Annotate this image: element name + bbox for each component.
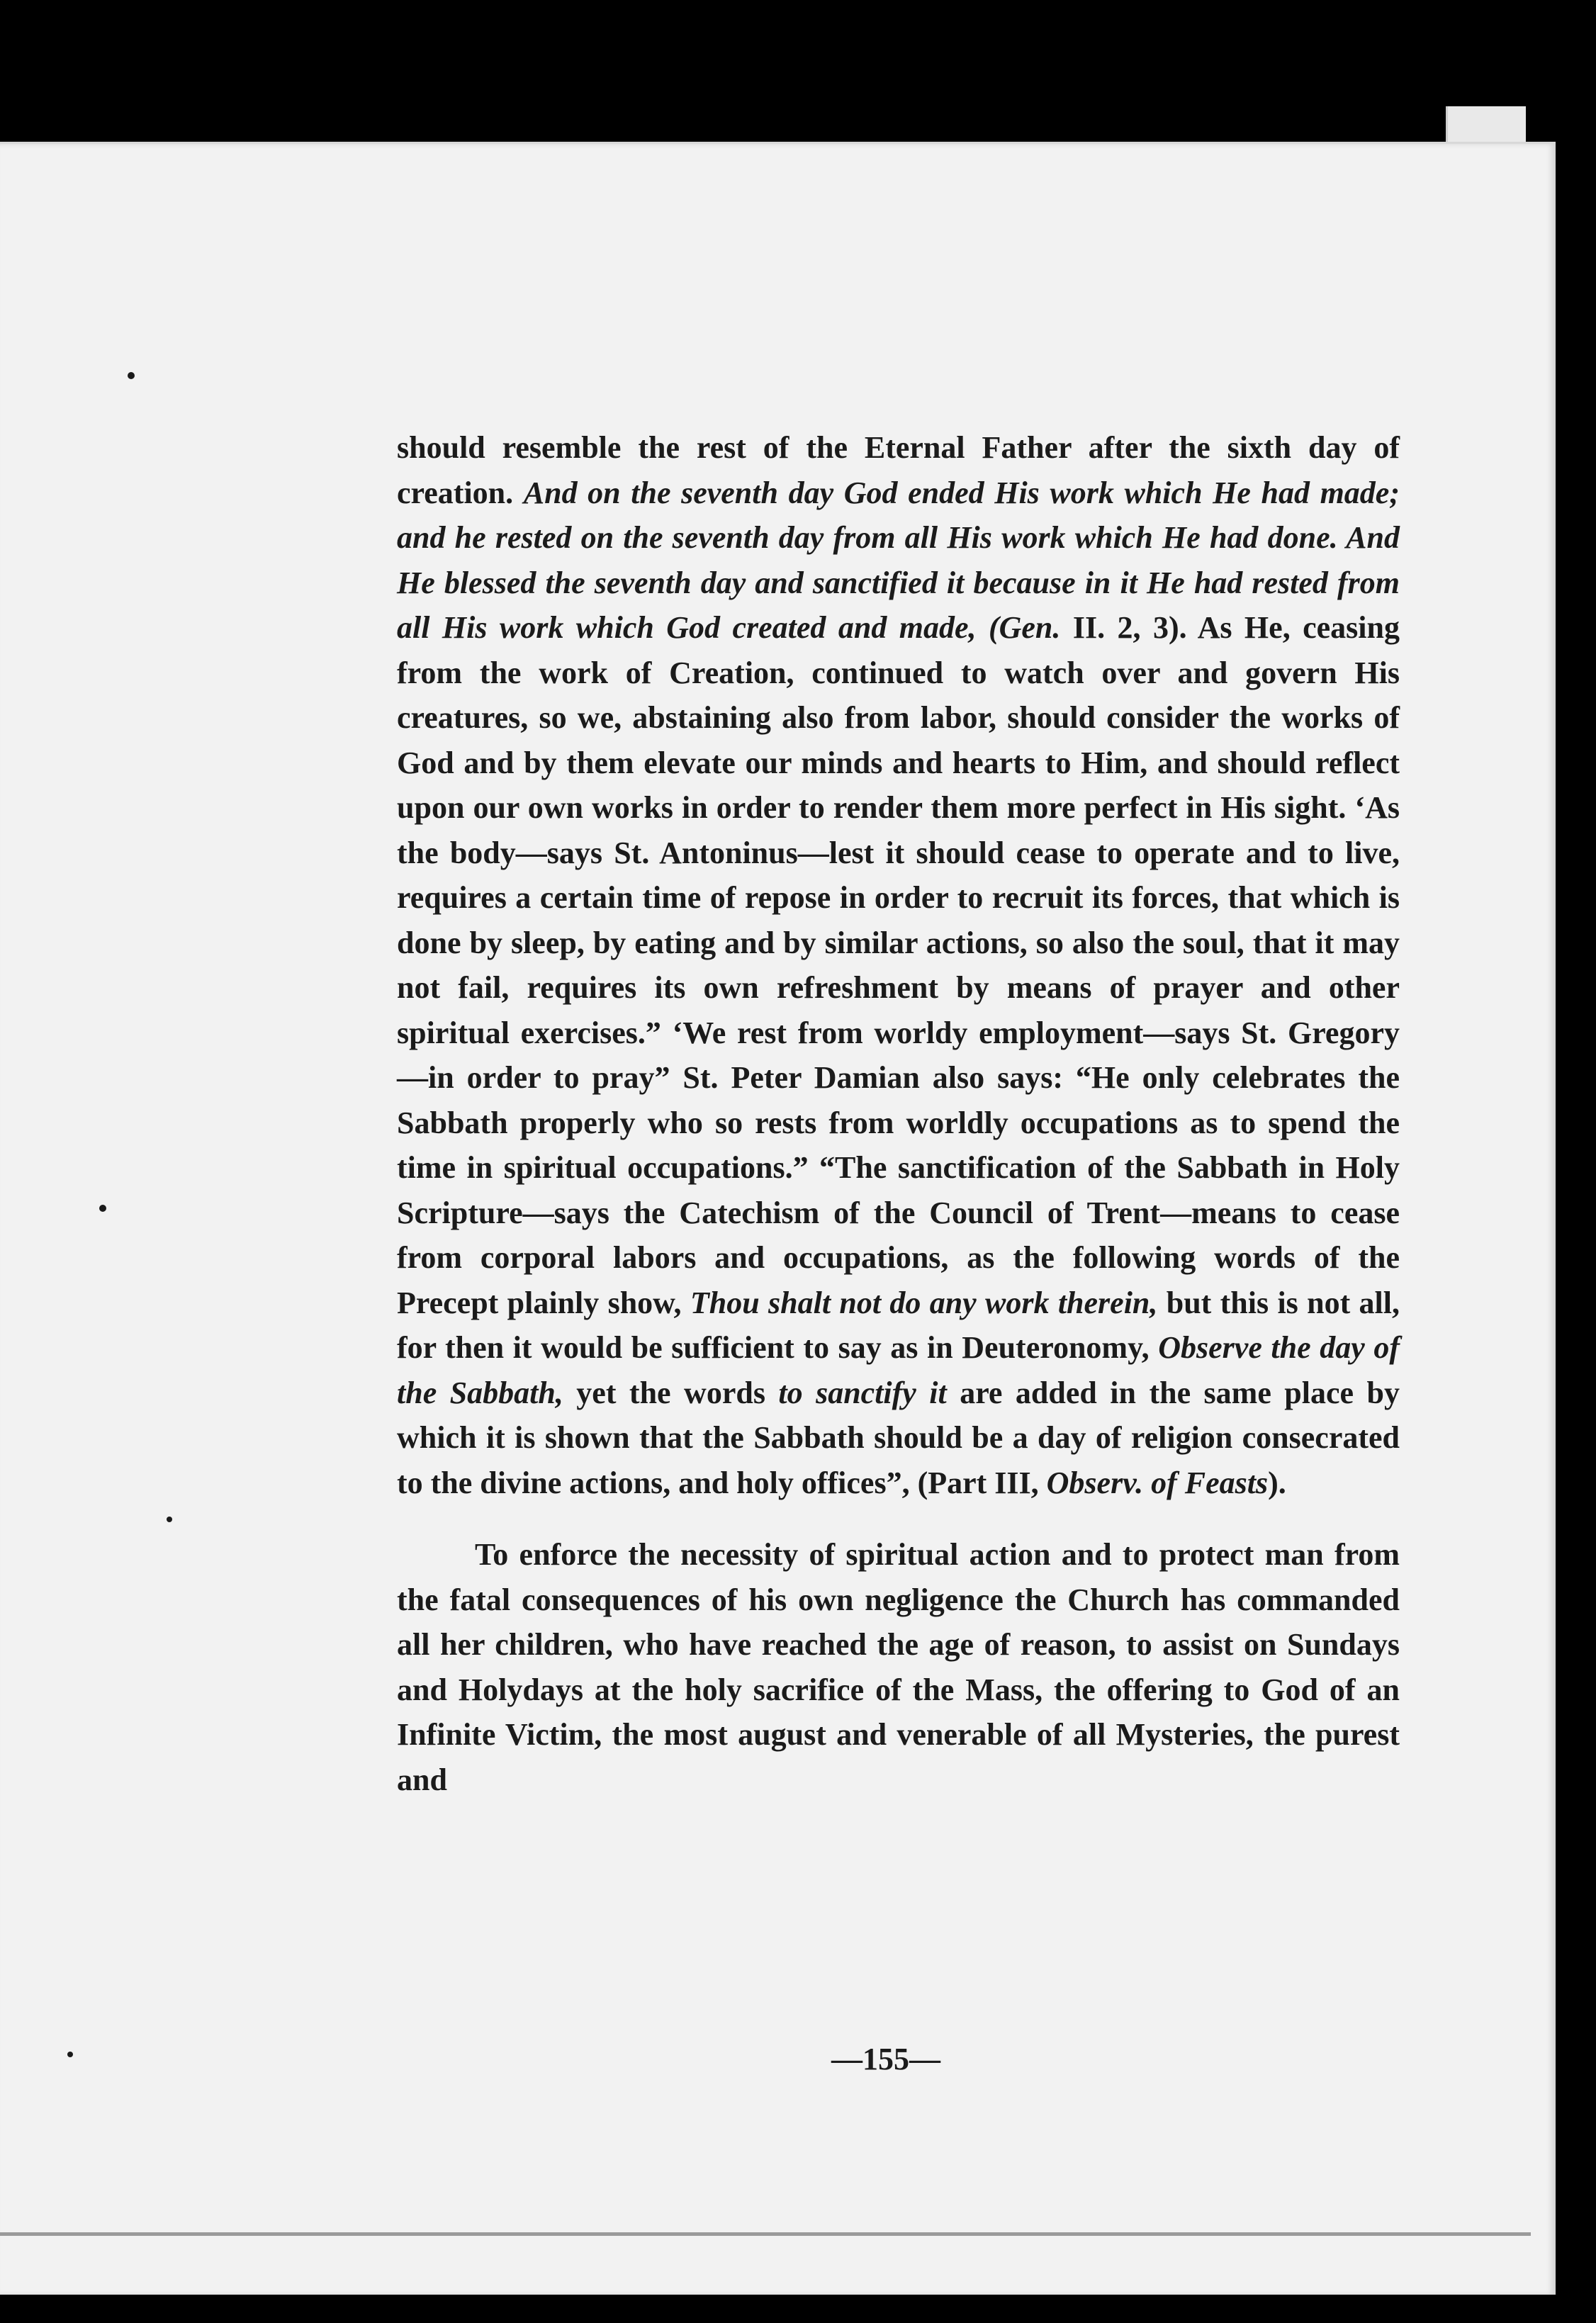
italic-segment: Observ. of Feasts (1046, 1465, 1269, 1500)
paragraph-1 (397, 425, 1400, 1505)
text-segment: but this is not all, for then it would be sufficient to say as in Deuteronomy, (397, 1285, 1400, 1365)
italic-segment: Observe the day of the Sabbath, (397, 1330, 1400, 1410)
margin-speck (67, 2052, 73, 2057)
text-segment: II. 2, 3). As He, ceasing from the work of Creation, continued to watch over and govern His creatures, so we, abstaining also from labor, should consider the works of God and by them elevate our minds and hearts to Him, and should reflect upon our own works in order to render them more perfect in His sight. ‘As the body—says St. Antoninus—lest it should cease to operate and to live, requires a certain time of repose in order to recruit its forces, that which is done by sleep, by eating and by similar actions, so also the soul, that it may not fail, requires its own refreshment by means of prayer and other spiritual exercises.” ‘We rest from worldy employment—says St. Gregory—in order to pray” St. Peter Damian also says: “He only celebrates the Sabbath properly who so rests from worldly occupations as to spend the time in spiritual occupations.” “The sanctification of the Sabbath in Holy Scripture—says the Catechism of the Council of Trent—means to cease from corporal labors and occupations, as the following words of the Precept plainly show, (397, 610, 1400, 1320)
page-text (397, 425, 1400, 1802)
page-bottom-edge (0, 2232, 1531, 2236)
text-segment: ). (1268, 1465, 1286, 1500)
margin-speck (167, 1517, 172, 1522)
margin-speck (128, 372, 135, 379)
text-segment: should resemble the rest of the Eternal Father after the sixth day of creation. (397, 430, 1400, 510)
text-segment: yet the words (563, 1375, 779, 1410)
page-number: —155— (831, 2042, 940, 2076)
italic-segment: Thou shalt not do any work therein, (690, 1285, 1158, 1320)
italic-segment: And on the seventh day God ended His work which He had made; and he rested on the seventh day from all His work which He had done. And He blessed the seventh day and sanctified it because in it He had rested from all His work which God created and made, (Gen. (397, 475, 1400, 645)
text-segment: are added in the same place by which it is shown that the Sabbath should be a day of religion consecrated to the divine actions, and holy offices”, (Part III, (397, 1375, 1400, 1500)
paragraph-2: To enforce the necessity of spiritual action and to protect man from the fatal consequences of his own negligence the Church has commanded all her children, who have reached the age of reason, to assist on Sundays and Holydays at the holy sacrifice of the Mass, the offering to God of an Infinite Victim, the most august and venerable of all Mysteries, the purest and (397, 1537, 1400, 1797)
margin-speck (99, 1205, 106, 1212)
italic-segment: to sanctify it (778, 1375, 947, 1410)
